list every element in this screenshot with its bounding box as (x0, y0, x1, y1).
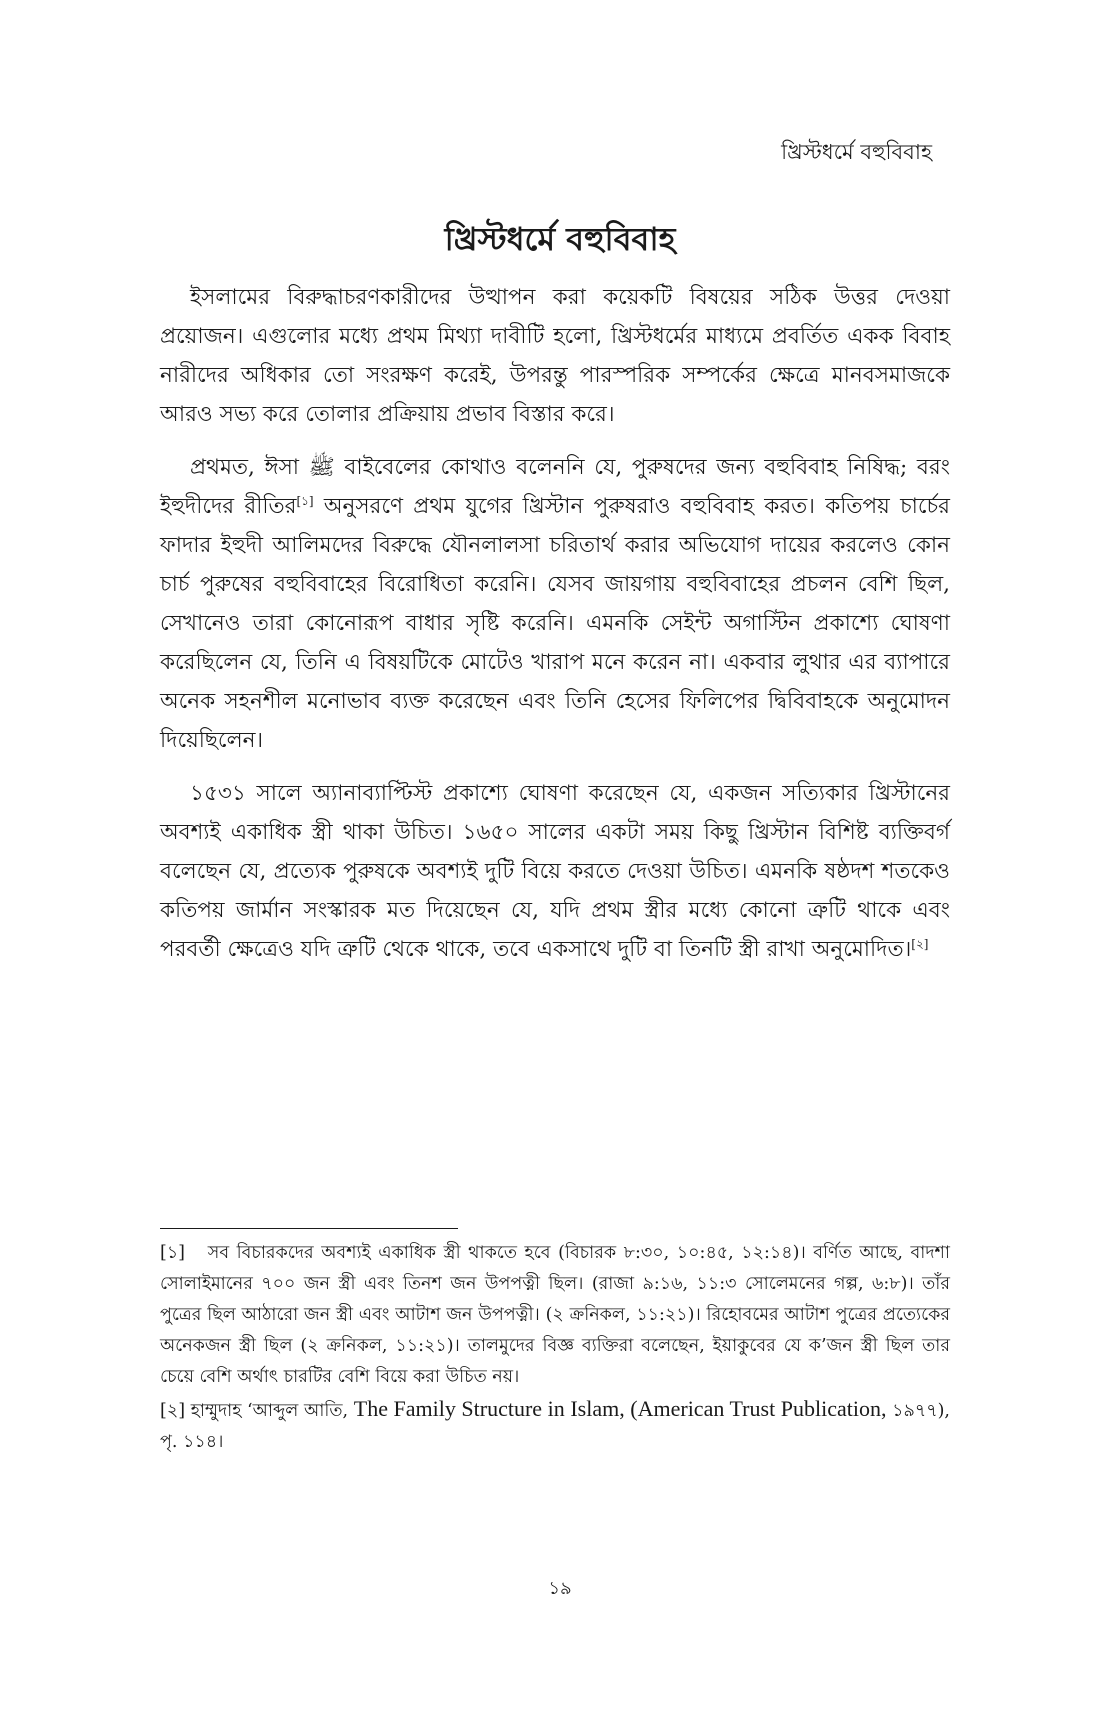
paragraph-2-text-b: অনুসরণে প্রথম যুগের খ্রিস্টান পুরুষরাও বহুবিবাহ করত। কতিপয় চার্চের ফাদার ইহুদী আলিমদের বিরুদ্ধে যৌনলালসা চরিতার্থ করার অভিযোগ দায়ের করলেও কোন চার্চ পুরুষের বহুবিবাহের বিরোধিতা করেনি। যেসব জায়গায় বহুবিবাহের প্রচলন বেশি ছিল, সেখানেও তারা কোনোরূপ বাধার সৃষ্টি করেনি। এমনকি সেইন্ট অগাস্টিন প্রকাশ্যে ঘোষণা করেছিলেন যে, তিনি এ বিষয়টিকে মোটেও খারাপ মনে করেন না। একবার লুথার এর ব্যাপারে অনেক সহনশীল মনোভাব ব্যক্ত করেছেন এবং তিনি হেসের ফিলিপের দ্বিবিবাহকে অনুমোদন দিয়েছিলেন। (160, 494, 950, 753)
page-title: খ্রিস্টধর্মে বহুবিবাহ (444, 220, 676, 258)
footnote-1-text: সব বিচারকদের অবশ্যই একাধিক স্ত্রী থাকতে হবে (বিচারক ৮:৩০, ১০:৪৫, ১২:১৪)। বর্ণিত আছে, বাদশা সোলাইমানের ৭০০ জন স্ত্রী এবং তিনশ জন উপপত্নী ছিল। (রাজা ৯:১৬, ১১:৩ সোলেমনের গল্প, ৬:৮)। তাঁর পুত্রের ছিল আঠারো জন স্ত্রী এবং আটাশ জন উপপত্নী। (২ ক্রনিকল, ১১:২১)। রিহোবমের আটাশ পুত্রের প্রত্যেকের অনেকজন স্ত্রী ছিল (২ ক্রনিকল, ১১:২১)। তালমুদের বিজ্ঞ ব্যক্তিরা বলেছেন, ইয়াকুবের যে ক’জন স্ত্রী ছিল তার চেয়ে বেশি অর্থাৎ চারটির বেশি বিয়ে করা উচিত নয়। (160, 1243, 950, 1387)
paragraph-3 (160, 774, 950, 969)
footnote-2 (160, 1393, 950, 1458)
paragraph-3-text: ১৫৩১ সালে অ্যানাব্যাপ্টিস্ট প্রকাশ্যে ঘোষণা করেছেন যে, একজন সত্যিকার খ্রিস্টানের অবশ্যই একাধিক স্ত্রী থাকা উচিত। ১৬৫০ সালের একটা সময় কিছু খ্রিস্টান বিশিষ্ট ব্যক্তিবর্গ বলেছেন যে, প্রত্যেক পুরুষকে অবশ্যই দুটি বিয়ে করতে দেওয়া উচিত। এমনকি ষষ্ঠদশ শতকেও কতিপয় জার্মান সংস্কারক মত দিয়েছেন যে, যদি প্রথম স্ত্রীর মধ্যে কোনো ত্রুটি থাকে এবং পরবর্তী ক্ষেত্রেও যদি ত্রুটি থেকে থাকে, তবে একসাথে দুটি বা তিনটি স্ত্রী রাখা অনুমোদিত। (160, 781, 950, 962)
footnote-2-title: The Family Structure in Islam, (American Trust Publication, (353, 1396, 887, 1421)
paragraph-1: ইসলামের বিরুদ্ধাচরণকারীদের উত্থাপন করা কয়েকটি বিষয়ের সঠিক উত্তর দেওয়া প্রয়োজন। এগুলোর মধ্যে প্রথম মিথ্যা দাবীটি হলো, খ্রিস্টধর্মের মাধ্যমে প্রবর্তিত একক বিবাহ নারীদের অধিকার তো সংরক্ষণ করেই, উপরন্তু পারস্পরিক সম্পর্কের ক্ষেত্রে মানবসমাজকে আরও সভ্য করে তোলার প্রক্রিয়ায় প্রভাব বিস্তার করে। (160, 285, 950, 427)
footnote-divider (160, 1228, 458, 1229)
paragraph-2-text-a: প্রথমত, ঈসা ﷺ বাইবেলের কোথাও বলেননি যে, পুরুষদের জন্য বহুবিবাহ নিষিদ্ধ; বরং ইহুদীদের রীতির (160, 455, 950, 519)
page-number: ১৯ (548, 1578, 572, 1599)
footnotes (160, 1238, 950, 1458)
footnote-2-tail: ১৯৭৭), পৃ. ১১৪। (160, 1401, 950, 1452)
footnote-1-marker: [১] (160, 1243, 186, 1263)
footnote-2-author: হাম্মুদাহ ‘আব্দুল আতি, (190, 1401, 349, 1421)
footnote-ref-2[interactable]: [২] (911, 936, 929, 951)
running-header: খ্রিস্টধর্মে বহুবিবাহ (781, 140, 932, 164)
body-text (160, 278, 950, 983)
footnote-ref-1[interactable]: [১] (296, 493, 314, 508)
footnote-2-marker: [২] (160, 1401, 186, 1421)
footnote-1 (160, 1238, 950, 1393)
paragraph-2 (160, 448, 950, 760)
